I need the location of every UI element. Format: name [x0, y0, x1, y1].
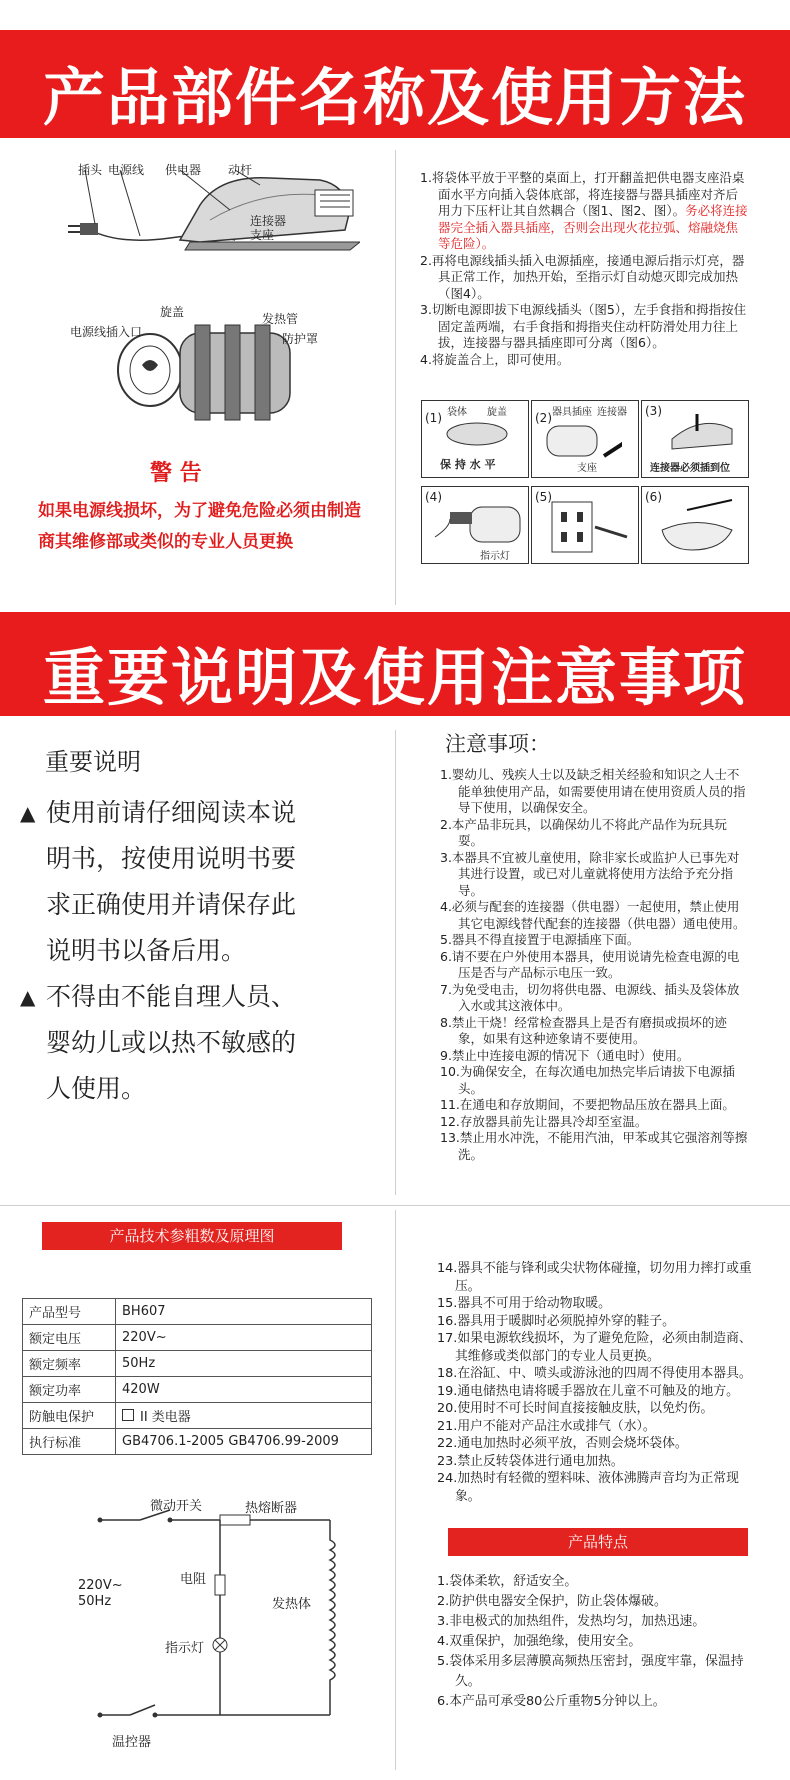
label-resistor: 电阻	[180, 1572, 207, 1587]
label-lever: 动杆	[228, 163, 253, 177]
label-indicator-lamp: 指示灯	[165, 1641, 205, 1656]
usage-step: 1.将袋体平放于平整的桌面上，打开翻盖把供电器支座沿桌面水平方向插入袋体底部，将连接器与器具插座对齐后用力下压杆让其自然耦合（图1、图2、图）。务必将连接器完全插入器具插座，否则会出现火花拉弧、熔融烧焦等危险）。	[420, 170, 748, 251]
note-item: 23.禁止反转袋体进行通电加热。	[437, 1453, 624, 1469]
label-plug: 插头	[78, 163, 103, 177]
figure-3: (3) 连接器必须插到位	[641, 400, 749, 478]
note-item: 21.用户不能对产品注水或排气（水）。	[437, 1418, 656, 1434]
note-item: 3.本器具不宜被儿童使用，除非家长或监护人已事先对其进行设置，或已对儿童就将使用方法给予充分指导。	[440, 849, 740, 898]
spec-row: 额定电压 220V~	[23, 1325, 372, 1351]
note-item: 6.请不要在户外使用本器具，使用说请先检查电源的电压是否与产品标示电压一致。	[440, 948, 740, 980]
label-micro-switch: 微动开关	[150, 1499, 203, 1514]
spec-row: 产品型号 BH607	[23, 1299, 372, 1325]
label-guard: 防护罩	[282, 332, 319, 346]
banner-notes-title: 重要说明及使用注意事项	[42, 641, 747, 714]
label-power-supply: 供电器	[165, 163, 202, 177]
spec-table	[22, 1298, 372, 1455]
usage-step: 3.切断电源即拔下电源线插头（图5），左手食指和拇指按住固定盖两端，右手食指和拇指夹住动杆防滑处用力往上拔，连接器与器具插座即可分离（图6）。	[420, 302, 747, 350]
usage-step: 4.将旋盖合上，即可使用。	[420, 351, 570, 367]
label-frequency: 50Hz	[78, 1594, 112, 1609]
divider	[0, 1205, 790, 1206]
banner-notes	[0, 612, 790, 716]
label-cord-inlet: 电源线插入口	[70, 325, 143, 339]
note-item: 8.禁止干烧！经常检查器具上是否有磨损或损坏的迹象，如果有这种迹象请不要使用。	[440, 1014, 727, 1046]
label-heater: 发热体	[272, 1597, 312, 1612]
feature-item: 1.袋体柔软，舒适安全。	[437, 1574, 578, 1589]
warning-text: 如果电源线损坏，为了避免危险必须由制造商其维修部或类似的专业人员更换	[38, 501, 361, 552]
note-item: 15.器具不可用于给动物取暖。	[437, 1296, 611, 1311]
label-power-cord: 电源线	[108, 163, 145, 177]
warning-heading: 警 告	[150, 461, 202, 486]
label-cap: 旋盖	[160, 305, 185, 319]
note-item: 12.存放器具前先让器具冷却至室温。	[440, 1113, 648, 1129]
note-item: 17.如果电源软线损坏，为了避免危险，必须由制造商、其维修或类似部门的专业人员更换。	[437, 1331, 752, 1364]
spec-row: 额定频率 50Hz	[23, 1351, 372, 1377]
label-connector: 连接器	[250, 214, 287, 228]
note-item: 22.通电加热时必须平放，否则会烧坏袋体。	[437, 1436, 688, 1451]
note-item: 10.为确保安全，在每次通电加热完毕后请拔下电源插头。	[440, 1064, 735, 1096]
note-item: 5.器具不得直接置于电源插座下面。	[440, 932, 640, 947]
note-item: 11.在通电和存放期间，不要把物品压放在器具上面。	[440, 1097, 735, 1112]
important-list	[20, 790, 380, 1112]
note-item: 14.器具不能与锋利或尖状物体碰撞，切勿用力摔打或重压。	[437, 1261, 752, 1294]
note-item: 18.在浴缸、中、喷头或游泳池的四周不得使用本器具。	[437, 1366, 752, 1381]
note-item: 7.为免受电击，切勿将供电器、电源线、插头及袋体放入水或其这液体中。	[440, 981, 740, 1013]
spec-row: 防触电保护 II 类电器	[23, 1403, 372, 1429]
divider	[395, 150, 396, 605]
label-base: 支座	[250, 228, 275, 242]
figure-6: (6)	[641, 486, 749, 564]
note-item: 13.禁止用水冲洗，不能用汽油，甲苯或其它强溶剂等擦洗。	[440, 1130, 748, 1162]
note-item: 4.必须与配套的连接器（供电器）一起使用，禁止使用其它电源线替代配套的连接器（供电器）通电使用。	[440, 899, 746, 931]
label-heating-tube: 发热管	[262, 312, 299, 326]
feature-item: 6.本产品可承受80公斤重物5分钟以上。	[437, 1694, 666, 1709]
figure-5: (5)	[531, 486, 639, 564]
feature-item: 3.非电极式的加热组件，发热均匀，加热迅速。	[437, 1614, 706, 1629]
notes-list	[440, 767, 750, 1163]
label-voltage: 220V~	[78, 1578, 123, 1593]
banner-parts-title: 产品部件名称及使用方法	[42, 61, 747, 134]
heater-device-illustration	[60, 150, 360, 260]
important-heading: 重要说明	[45, 748, 141, 776]
note-item: 2.本产品非玩具，以确保幼儿不将此产品作为玩具玩耍。	[440, 816, 727, 848]
divider	[395, 1210, 396, 1770]
note-item: 1.婴幼儿、残疾人士以及缺乏相关经验和知识之人士不能单独使用产品，如需要使用请在使用资质人员的指导下使用，以确保安全。	[440, 767, 746, 815]
label-thermostat: 温控器	[112, 1735, 152, 1750]
class-ii-symbol	[122, 1409, 134, 1421]
feature-item: 2.防护供电器安全保护，防止袋体爆破。	[437, 1594, 667, 1609]
spec-row: 额定功率 420W	[23, 1377, 372, 1403]
figure-2: (2) 器具插座 连接器 支座	[531, 400, 639, 478]
circuit-diagram	[30, 1500, 350, 1750]
important-item: ▲ 使用前请仔细阅读本说 明书，按使用说明书要 求正确使用并请保存此 说明书以备后用。	[20, 798, 297, 965]
spec-title-bar: 产品技术参粗数及原理图	[42, 1222, 342, 1250]
features-list	[437, 1572, 757, 1712]
divider	[395, 730, 396, 1195]
label-thermal-fuse: 热熔断器	[245, 1501, 298, 1516]
figure-4: (4) 指示灯	[421, 486, 529, 564]
usage-step: 2.再将电源线插头插入电源插座，接通电源后指示灯亮，器具正常工作，加热开始，至指示灯自动熄灭即完成加热（图4）。	[420, 252, 745, 301]
usage-steps	[420, 170, 750, 368]
notes-heading: 注意事项：	[445, 732, 550, 756]
spec-row: 执行标准 GB4706.1-2005 GB4706.99-2009	[23, 1429, 372, 1455]
banner-parts	[0, 30, 790, 138]
feature-item: 4.双重保护，加强绝缘，使用安全。	[437, 1634, 642, 1649]
note-item: 24.加热时有轻微的塑料味、液体沸腾声音均为正常现象。	[437, 1471, 739, 1504]
features-title-bar: 产品特点	[448, 1528, 748, 1556]
important-item: ▲ 不得由不能自理人员、 婴幼儿或以热不敏感的 人使用。	[20, 982, 297, 1103]
note-item: 9.禁止中连接电源的情况下（通电时）使用。	[440, 1047, 690, 1063]
feature-item: 5.袋体采用多层薄膜高频热压密封，强度牢靠，保温持久。	[437, 1654, 744, 1689]
figure-1: (1) 袋体 旋盖 保 持 水 平	[421, 400, 529, 478]
note-item: 20.使用时不可长时间直接接触皮肤，以免灼伤。	[437, 1401, 714, 1416]
note-item: 19.通电储热电请将暖手器放在儿童不可触及的地方。	[437, 1383, 739, 1399]
notes-list-continued	[437, 1260, 757, 1505]
note-item: 16.器具用于暖脚时必须脱掉外穿的鞋子。	[437, 1313, 675, 1329]
